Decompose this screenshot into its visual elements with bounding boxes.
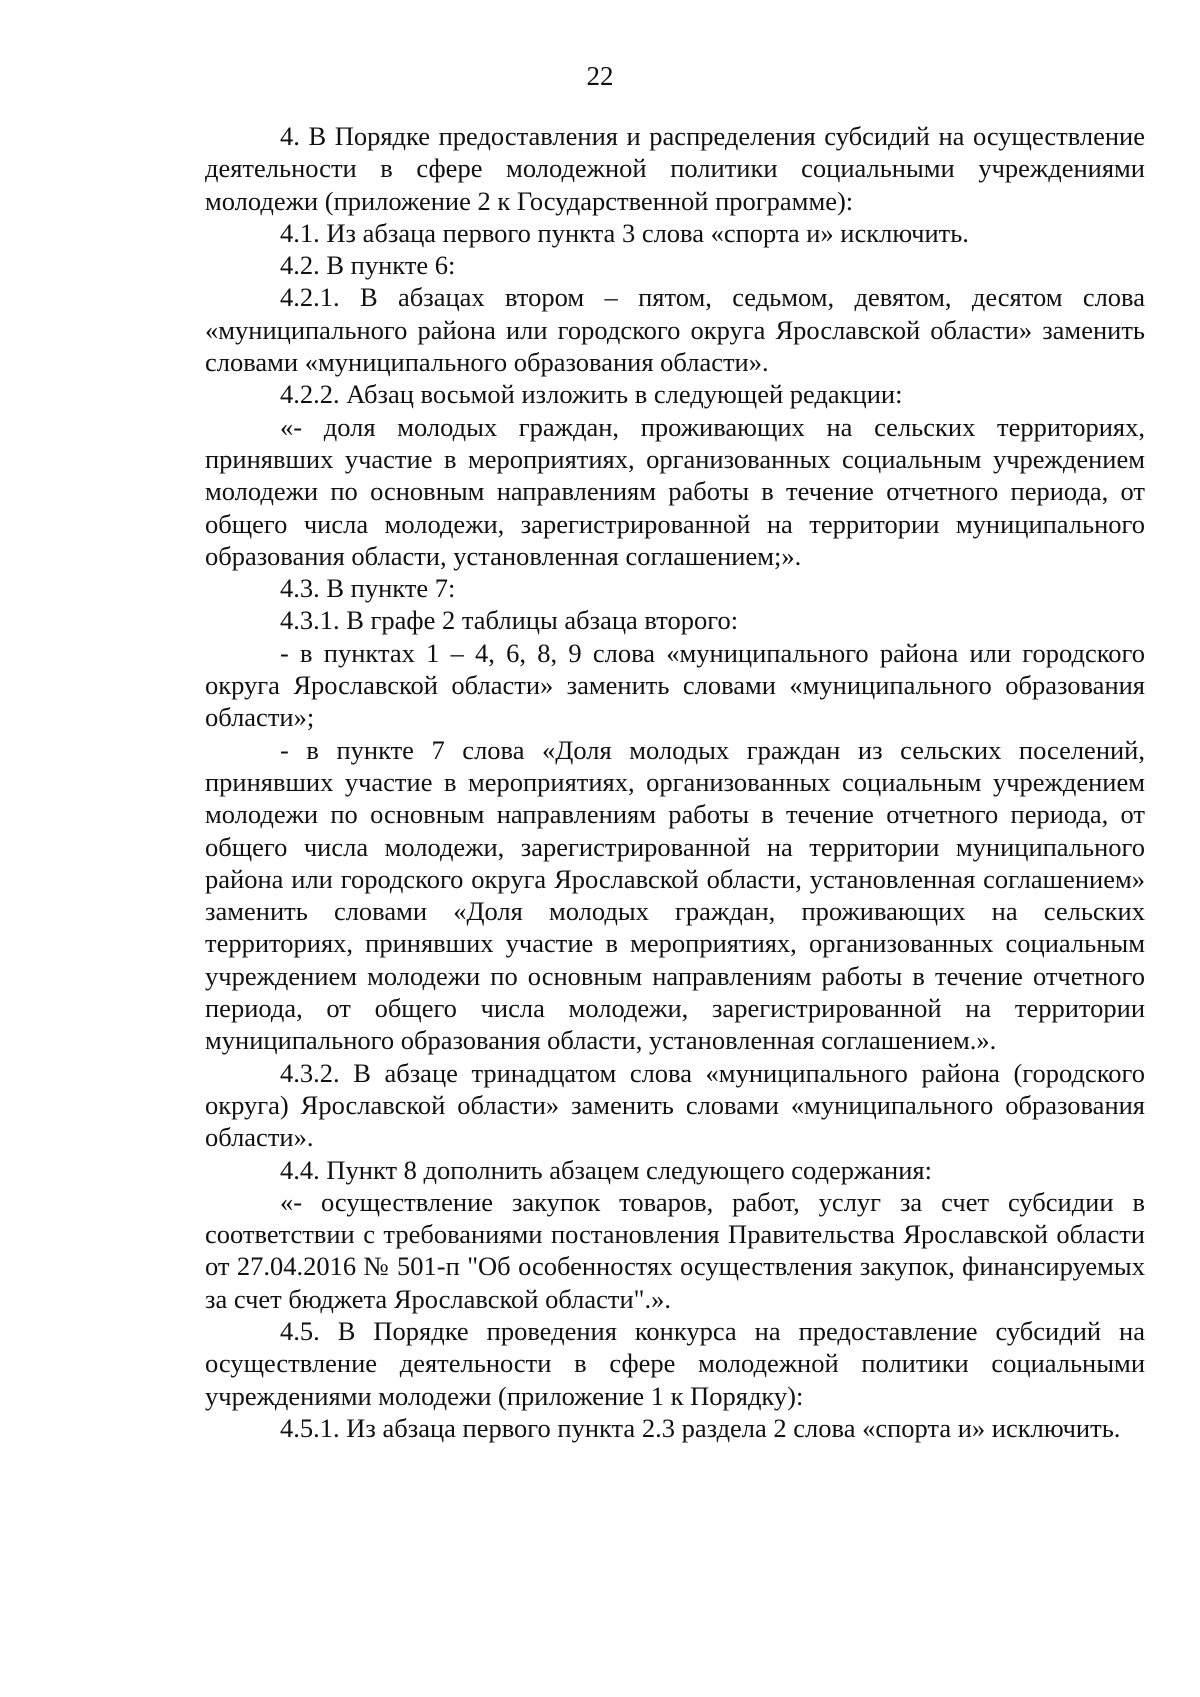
paragraph-4-2-2: 4.2.2. Абзац восьмой изложить в следующей редакции: xyxy=(280,379,903,410)
paragraph-4-4: 4.4. Пункт 8 дополнить абзацем следующего содержания: xyxy=(280,1154,932,1185)
document-body xyxy=(205,120,1145,1444)
paragraph-4-3-2: 4.3.2. В абзаце тринадцатом слова «муниципального района (городского округа) Ярославской области» заменить словами «муниципального образования области». xyxy=(205,1057,1145,1153)
paragraph-4-1: 4.1. Из абзаца первого пункта 3 слова «спорта и» исключить. xyxy=(280,217,969,248)
paragraph-4: 4. В Порядке предоставления и распределения субсидий на осуществление деятельности в сфере молодежной политики социальными учреждениями молодежи (приложение 2 к Государственной программе): xyxy=(205,121,1145,216)
page-number: 22 xyxy=(586,61,614,91)
paragraph-4-3-1: 4.3.1. В графе 2 таблицы абзаца второго: xyxy=(280,605,739,636)
paragraph-4-4-quote: «- осуществление закупок товаров, работ, услуг за счет субсидии в соответствии с требованиями постановления Правительства Ярославской области от 27.04.2016 № 501-п "Об особенностях осуществления закупок, финансируемых за счет бюджета Ярославской области".». xyxy=(205,1186,1145,1314)
paragraph-4-2-2-quote: «- доля молодых граждан, проживающих на сельских территориях, принявших участие в мероприятиях, организованных социальным учреждением молодежи по основным направлениям работы в течение отчетного периода, от общего числа молодежи, зарегистрированной на территории муниципального образования области, установленная соглашением;». xyxy=(205,411,1145,571)
paragraph-4-3-1-item-b: - в пункте 7 слова «Доля молодых граждан из сельских поселений, принявших участие в мероприятиях, организованных социальным учреждением молодежи по основным направлениям работы в течение отчетного периода, от общего числа молодежи, зарегистрированной на территории муниципального района или городского округа Ярославской области, установленная соглашением» заменить словами «Доля молодых граждан, проживающих на сельских территориях, принявших участие в мероприятиях, организованных социальным учреждением молодежи по основным направлениям работы в течение отчетного периода, от общего числа молодежи, зарегистрированной на территории муниципального образования области, установленная соглашением.». xyxy=(205,734,1145,1056)
paragraph-4-2-1: 4.2.1. В абзацах втором – пятом, седьмом, девятом, десятом слова «муниципального района или городского округа Ярославской области» заменить словами «муниципального образования области». xyxy=(205,282,1145,378)
paragraph-4-3-1-item-a: - в пунктах 1 – 4, 6, 8, 9 слова «муниципального района или городского округа Ярославской области» заменить словами «муниципального образования области»; xyxy=(205,637,1145,733)
paragraph-4-5: 4.5. В Порядке проведения конкурса на предоставление субсидий на осуществление деятельности в сфере молодежной политики социальными учреждениями молодежи (приложение 1 к Порядку): xyxy=(205,1315,1145,1411)
paragraph-4-3: 4.3. В пункте 7: xyxy=(280,573,456,604)
paragraph-4-5-1: 4.5.1. Из абзаца первого пункта 2.3 раздела 2 слова «спорта и» исключить. xyxy=(280,1412,1121,1443)
paragraph-4-2: 4.2. В пункте 6: xyxy=(280,250,456,281)
